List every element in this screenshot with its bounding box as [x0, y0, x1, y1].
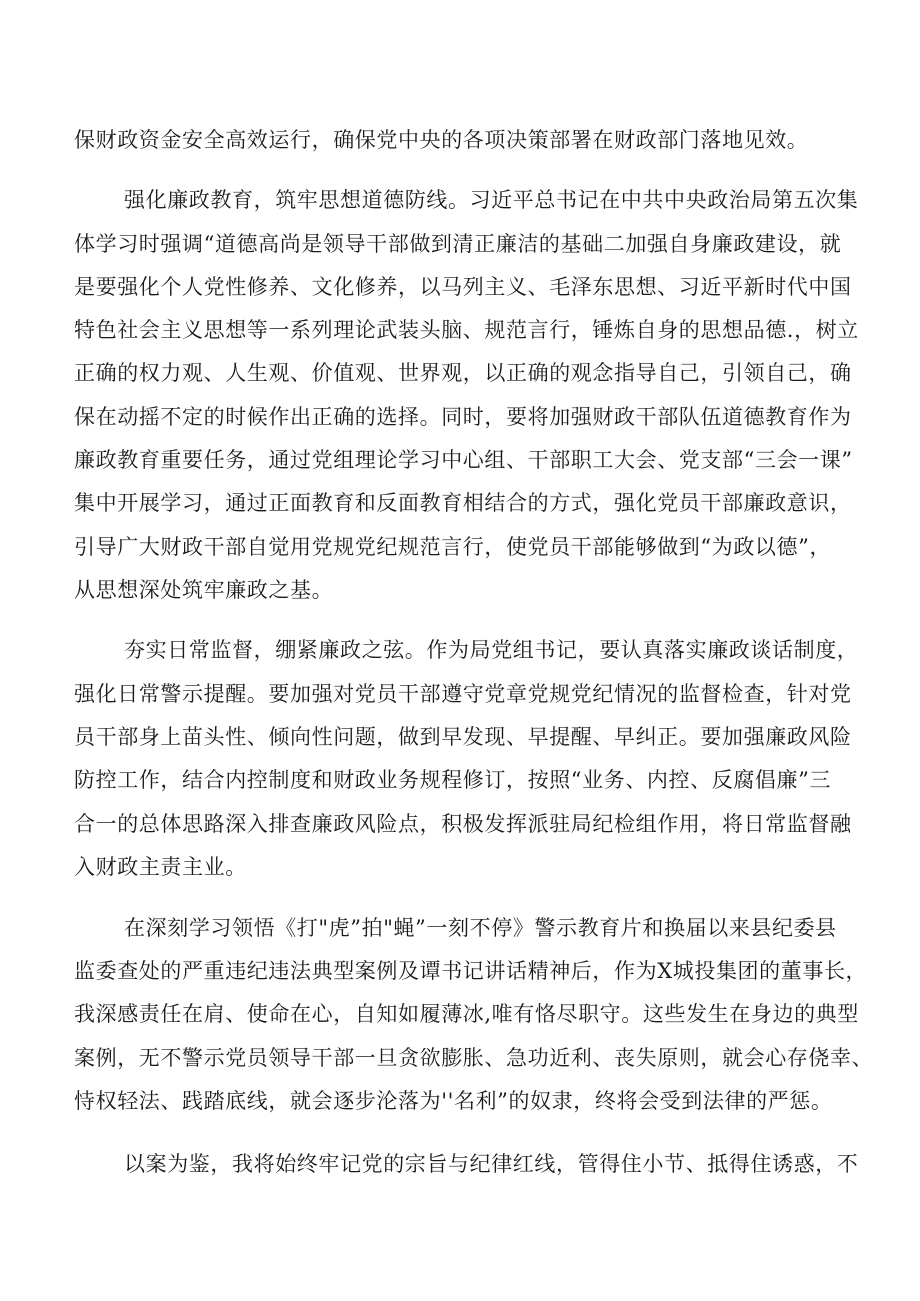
text-line: 恃权轻法、践踏底线，就会逐步沦落为''名利”的奴隶，终将会受到法律的严惩。: [74, 1089, 833, 1113]
text-line: 集中开展学习，通过正面教育和反面教育相结合的方式，强化党员干部廉政意识，: [74, 491, 852, 515]
text-line: 体学习时强调“道德高尚是领导干部做到清正廉洁的基础二加强自身廉政建设，就: [74, 232, 842, 256]
text-line: 员干部身上苗头性、倾向性问题，做到早发现、早提醒、早纠正。要加强廉政风险: [74, 725, 852, 749]
text-line: 是要强化个人党性修养、文化修养，以马列主义、毛泽东思想、习近平新时代中国: [74, 275, 852, 299]
text-line: 合一的总体思路深入排查廉政风险点，积极发挥派驻局纪检组作用，将日常监督融: [74, 812, 852, 836]
text-line: 以案为鉴，我将始终牢记党的宗旨与纪律红线，管得住小节、抵得住诱惑，不: [124, 1152, 859, 1176]
text-line: 强化廉政教育，筑牢思想道德防线。习近平总书记在中共中央政治局第五次集: [124, 188, 859, 212]
text-line: 我深感责任在肩、使命在心，自知如履薄冰,唯有恪尽职守。这些发生在身边的典型: [74, 1002, 859, 1026]
text-line: 引导广大财政干部自觉用党规党纪规范言行，使党员干部能够做到“为政以德”，: [74, 535, 832, 559]
text-line: 从思想深处筑牢廉政之基。: [74, 578, 334, 602]
text-line: 案例，无不警示党员领导干部一旦贪欲膨胀、急功近利、丧失原则，就会心存侥幸、: [74, 1046, 874, 1070]
text-line: 特色社会主义思想等一系列理论武装头脑、规范言行，锤炼自身的思想品德.，树立: [74, 318, 859, 342]
text-line: 监委查处的严重违纪违法典型案例及谭书记讲话精神后，作为X城投集团的董事长，: [74, 959, 868, 983]
text-line: 保财政资金安全高效运行，确保党中央的各项决策部署在财政部门落地见效。: [74, 128, 809, 152]
text-line: 入财政主责主业。: [74, 855, 247, 879]
text-line: 廉政教育重要任务，通过党组理论学习中心组、干部职工大会、党支部“三会一课”: [74, 448, 853, 472]
text-line: 夯实日常监督，绷紧廉政之弦。作为局党组书记，要认真落实廉政谈话制度，: [124, 638, 859, 662]
text-line: 正确的权力观、人生观、价值观、世界观，以正确的观念指导自己，引领自己，确: [74, 361, 852, 385]
text-line: 强化日常警示提醒。要加强对党员干部遵守党章党规党纪情况的监督检查，针对党: [74, 682, 852, 706]
text-line: 在深刻学习领悟《打"虎”拍"蝇”一刻不停》警示教育片和换届以来县纪委县: [124, 916, 837, 940]
text-line: 防控工作，结合内控制度和财政业务规程修订，按照“业务、内控、反腐倡廉”三: [74, 768, 832, 792]
text-line: 保在动摇不定的时候作出正确的选择。同时，要将加强财政干部队伍道德教育作为: [74, 405, 852, 429]
